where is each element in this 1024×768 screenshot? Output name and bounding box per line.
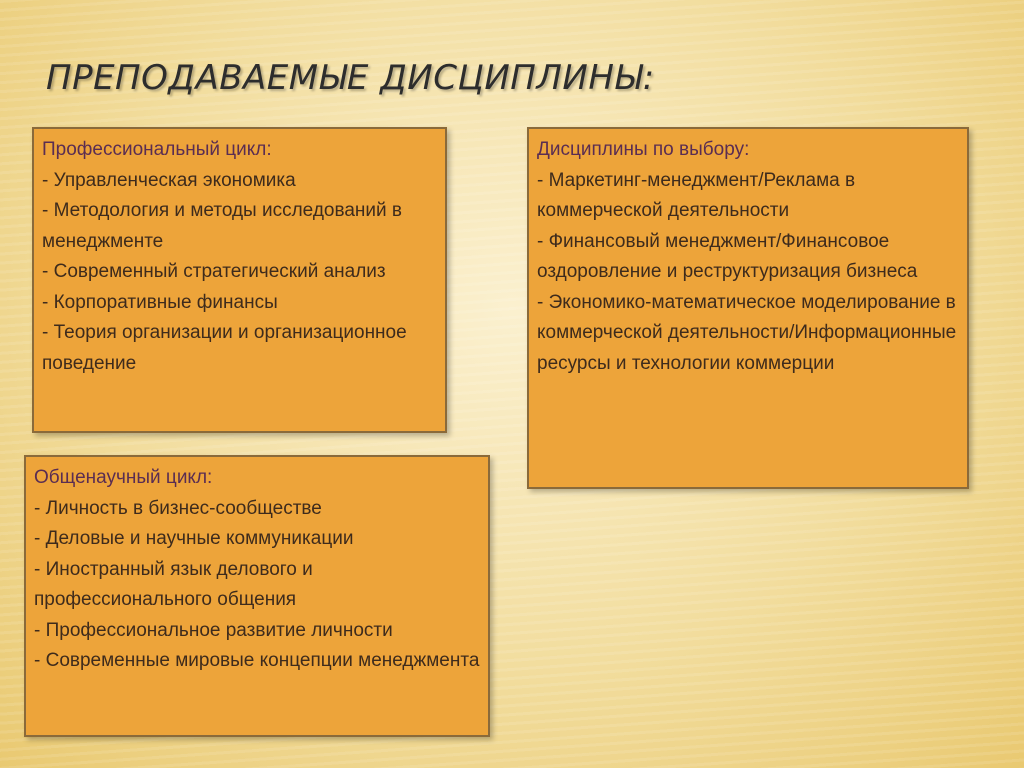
general-science-cycle-heading: Общенаучный цикл:: [34, 467, 213, 488]
slide-title: ПРЕПОДАВАЕМЫЕ ДИСЦИПЛИНЫ:: [46, 58, 655, 98]
professional-cycle-heading: Профессиональный цикл:: [42, 139, 272, 160]
professional-cycle-item: - Методология и методы исследований в менеджменте: [42, 200, 403, 252]
elective-disciplines-heading: Дисциплины по выбору:: [537, 139, 750, 160]
elective-disciplines-item: - Маркетинг-менеджмент/Реклама в коммерческой деятельности: [537, 169, 856, 221]
elective-disciplines-item: - Экономико-математическое моделирование в коммерческой деятельности/Информационные ресурсы и технологии коммерции: [537, 291, 957, 374]
general-science-cycle-item: - Профессиональное развитие личности: [34, 619, 393, 641]
elective-disciplines-card: [527, 127, 969, 489]
general-science-cycle-item: - Современные мировые концепции менеджмента: [34, 650, 480, 671]
elective-disciplines-item: - Финансовый менеджмент/Финансовое оздоровление и реструктуризация бизнеса: [537, 230, 918, 282]
general-science-cycle-item: - Деловые и научные коммуникации: [34, 528, 354, 549]
general-science-cycle-item: - Личность в бизнес-сообществе: [34, 497, 322, 519]
professional-cycle-item: - Управленческая экономика: [42, 169, 296, 191]
professional-cycle-item: - Теория организации и организационное поведение: [42, 322, 407, 374]
general-science-cycle-item: - Иностранный язык делового и профессионального общения: [34, 558, 313, 610]
professional-cycle-item: - Современный стратегический анализ: [42, 261, 386, 282]
general-science-cycle-card: [24, 455, 490, 737]
professional-cycle-card: [32, 127, 447, 433]
professional-cycle-item: - Корпоративные финансы: [42, 291, 278, 313]
